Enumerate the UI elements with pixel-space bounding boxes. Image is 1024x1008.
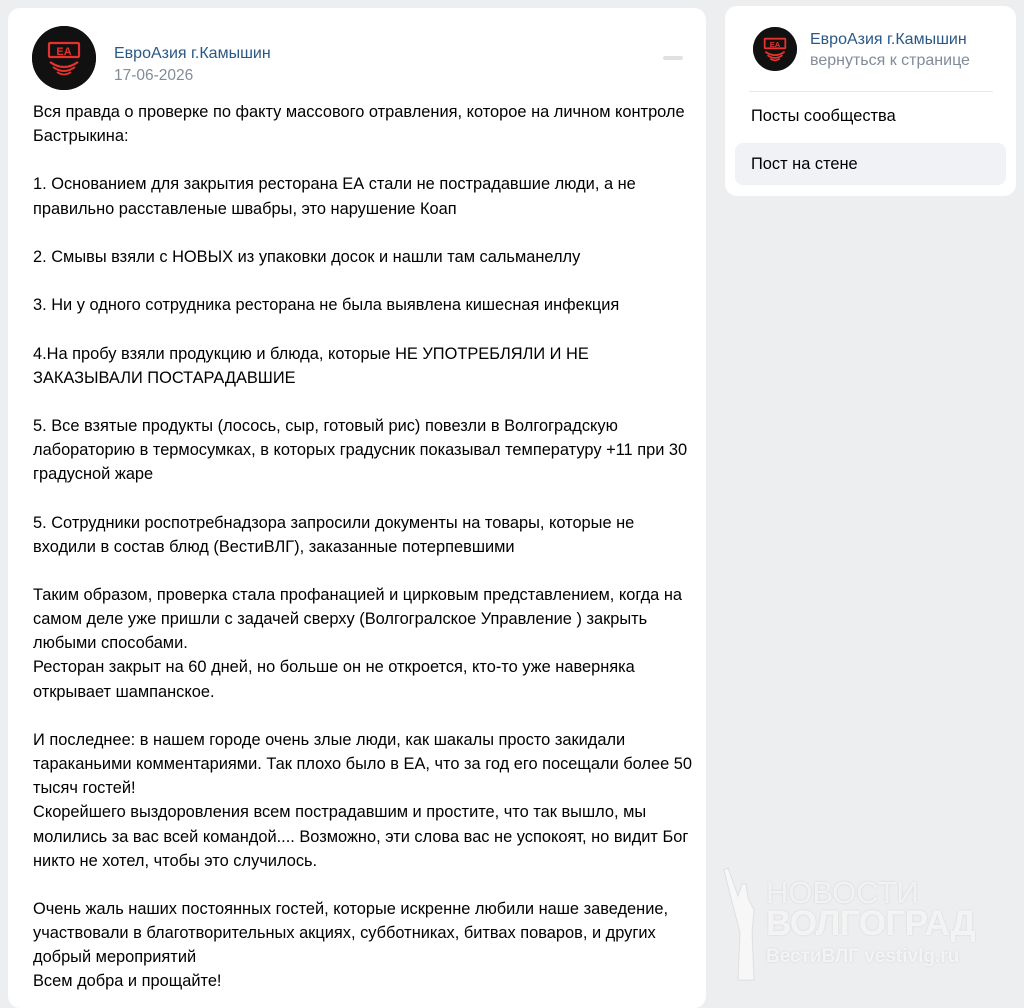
post-text bbox=[33, 100, 693, 994]
sidebar-avatar[interactable] bbox=[753, 27, 797, 71]
post-paragraph: 5. Сотрудники роспотребнадзора запросили документы на товары, которые не входили в состав блюд (ВестиВЛГ), заказанные потерпевшими bbox=[33, 513, 635, 556]
svg-text:EA: EA bbox=[769, 39, 781, 49]
post-paragraph: 2. Смывы взяли с НОВЫХ из упаковки досок и нашли там сальманеллу bbox=[33, 247, 581, 266]
news-watermark bbox=[718, 862, 1018, 982]
post-paragraph: И последнее: в нашем городе очень злые люди, как шакалы просто закидали тараканьими комментариями. Так плохо было в ЕА, что за год его посещали более 50 тысяч гостей! bbox=[33, 730, 693, 798]
author-name[interactable]: ЕвроАзия г.Камышин bbox=[114, 45, 271, 62]
post-paragraph: 5. Все взятые продукты (лосось, сыр, готовый рис) повезли в Волгоградскую лабораторию в термосумках, в которых градусник показывал температуру +11 при 30 градусной жаре bbox=[33, 416, 688, 484]
back-to-page-link[interactable]: вернуться к странице bbox=[810, 52, 970, 69]
post-paragraph: Ресторан закрыт на 60 дней, но больше он не откроется, кто-то уже наверняка открывает шампанское. bbox=[33, 658, 635, 701]
sidebar-item-community-posts[interactable]: Посты сообщества bbox=[751, 107, 896, 125]
svg-text:EA: EA bbox=[56, 46, 72, 58]
watermark-line2: ВОЛГОГРАД bbox=[766, 904, 976, 943]
post-paragraph: 4.На пробу взяли продукцию и блюда, которые НЕ УПОТРЕБЛЯЛИ И НЕ ЗАКАЗЫВАЛИ ПОСТАРАДАВШИЕ bbox=[33, 344, 589, 387]
post-paragraph: Скорейшего выздоровления всем пострадавшим и простите, что так вышло, мы молились за вас всей командой.... Возможно, эти слова вас не успокоят, но видит Бог никто не хотел, чтобы это случилось. bbox=[33, 803, 689, 870]
divider bbox=[749, 91, 993, 92]
post-paragraph: Таким образом, проверка стала профанацией и цирковым представлением, когда на самом деле уже пришли с задачей сверху (Волгогралское Управление ) закрыть любыми способами. bbox=[33, 586, 683, 653]
ea-logo-icon bbox=[753, 27, 797, 71]
post-paragraph: Вся правда о проверке по факту массового отравления, которое на личном контроле Бастрыкина: bbox=[33, 103, 685, 146]
sidebar-card bbox=[725, 6, 1016, 196]
community-avatar[interactable] bbox=[32, 26, 96, 90]
more-icon[interactable] bbox=[662, 54, 684, 62]
post-card bbox=[8, 8, 706, 1008]
post-paragraph: 3. Ни у одного сотрудника ресторана не была выявлена кишесная инфекция bbox=[33, 296, 620, 315]
watermark-line3: ВестиВЛГ vestivlg.ru bbox=[766, 946, 960, 967]
post-header bbox=[32, 26, 682, 90]
sidebar-community-name[interactable]: ЕвроАзия г.Камышин bbox=[810, 31, 967, 48]
sidebar-header bbox=[753, 27, 1003, 75]
ea-logo-icon bbox=[32, 26, 96, 90]
post-paragraph: Всем добра и прощайте! bbox=[33, 972, 222, 991]
statue-icon bbox=[718, 862, 768, 982]
post-date[interactable]: 17-06-2026 bbox=[114, 67, 194, 84]
post-paragraph: 1. Основанием для закрытия ресторана ЕА стали не пострадавшие люди, а не правильно расставленые швабры, это нарушение Коап bbox=[33, 175, 636, 218]
sidebar-item-wall-post[interactable]: Пост на стене bbox=[735, 143, 1006, 185]
post-paragraph: Очень жаль наших постоянных гостей, которые искренне любили наше заведение, участвовали в благотворительных акциях, субботниках, битвах поваров, и других добрый мероприятий bbox=[33, 900, 669, 967]
watermark-line1: НОВОСТИ bbox=[766, 875, 919, 910]
